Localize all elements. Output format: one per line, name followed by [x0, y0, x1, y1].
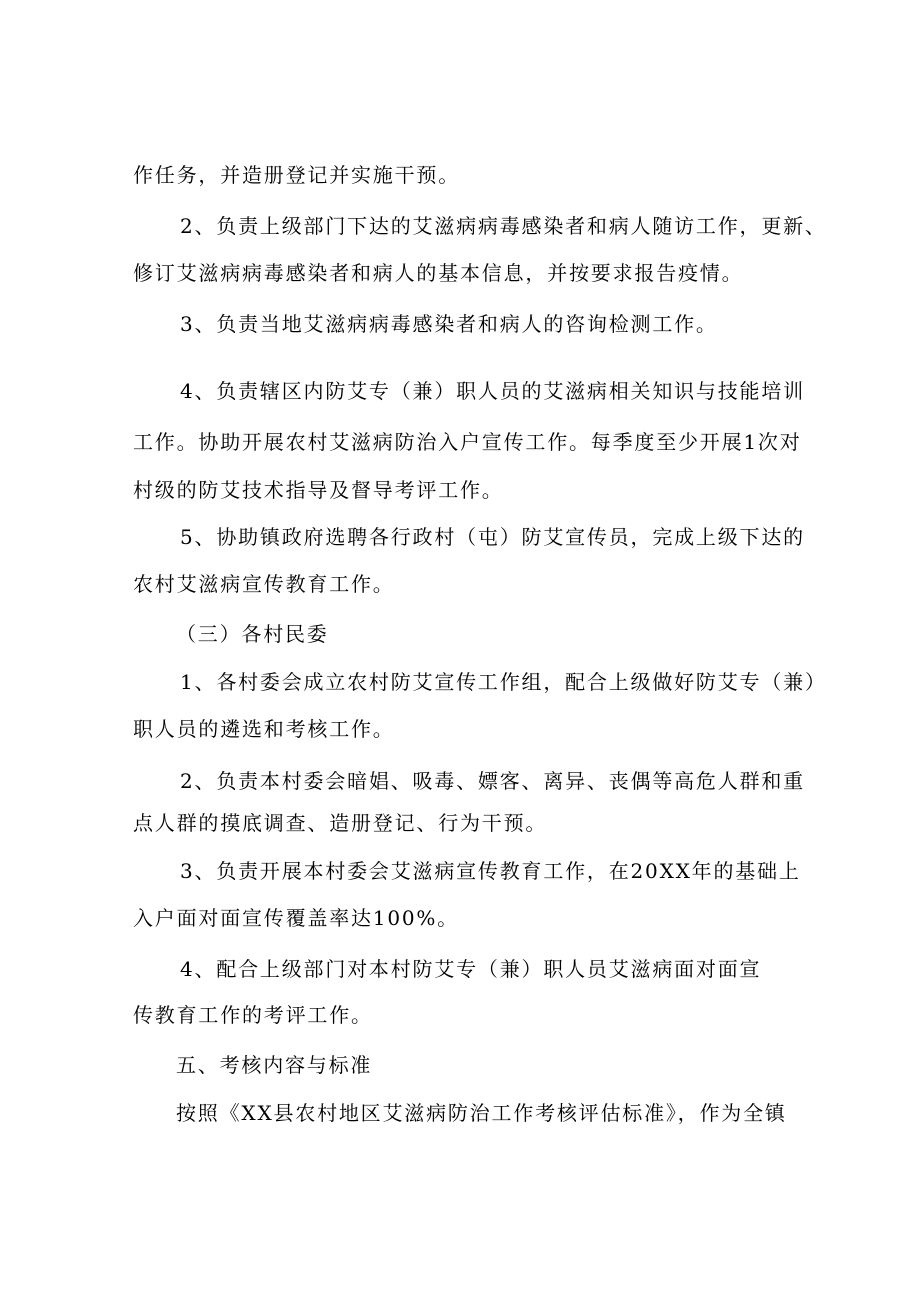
section-heading: 五、考核内容与标准	[176, 1053, 373, 1077]
text-line: 职人员的遴选和考核工作。	[133, 717, 395, 741]
section-heading: （三）各村民委	[176, 622, 329, 646]
text-line: 工作。协助开展农村艾滋病防治入户宣传工作。每季度至少开展1次对	[133, 430, 802, 454]
text-line: 点人群的摸底调查、造册登记、行为干预。	[133, 811, 548, 835]
text-line: 3、负责当地艾滋病病毒感染者和病人的咨询检测工作。	[180, 312, 718, 336]
text-line: 5、协助镇政府选聘各行政村（屯）防艾宣传员，完成上级下达的	[180, 525, 805, 549]
text-line: 4、配合上级部门对本村防艾专（兼）职人员艾滋病面对面宣	[180, 957, 762, 981]
text-line: 1、各村委会成立农村防艾宣传工作组，配合上级做好防艾专（兼）	[180, 670, 827, 694]
text-line: 传教育工作的考评工作。	[133, 1003, 373, 1027]
text-line: 作任务，并造册登记并实施干预。	[133, 163, 460, 187]
text-line: 4、负责辖区内防艾专（兼）职人员的艾滋病相关知识与技能培训	[180, 379, 805, 403]
text-line: 2、负责上级部门下达的艾滋病病毒感染者和病人随访工作，更新、	[180, 214, 827, 238]
text-line: 农村艾滋病宣传教育工作。	[133, 572, 395, 596]
text-line: 3、负责开展本村委会艾滋病宣传教育工作，在20XX年的基础上	[180, 859, 801, 883]
text-line: 2、负责本村委会暗娼、吸毒、嫖客、离异、丧偶等高危人群和重	[180, 769, 805, 793]
text-line: 村级的防艾技术指导及督导考评工作。	[133, 478, 504, 502]
text-line: 按照《XX县农村地区艾滋病防治工作考核评估标准》，作为全镇	[176, 1101, 787, 1125]
text-line: 入户面对面宣传覆盖率达100%。	[133, 906, 459, 930]
text-line: 修订艾滋病病毒感染者和病人的基本信息，并按要求报告疫情。	[133, 261, 744, 285]
